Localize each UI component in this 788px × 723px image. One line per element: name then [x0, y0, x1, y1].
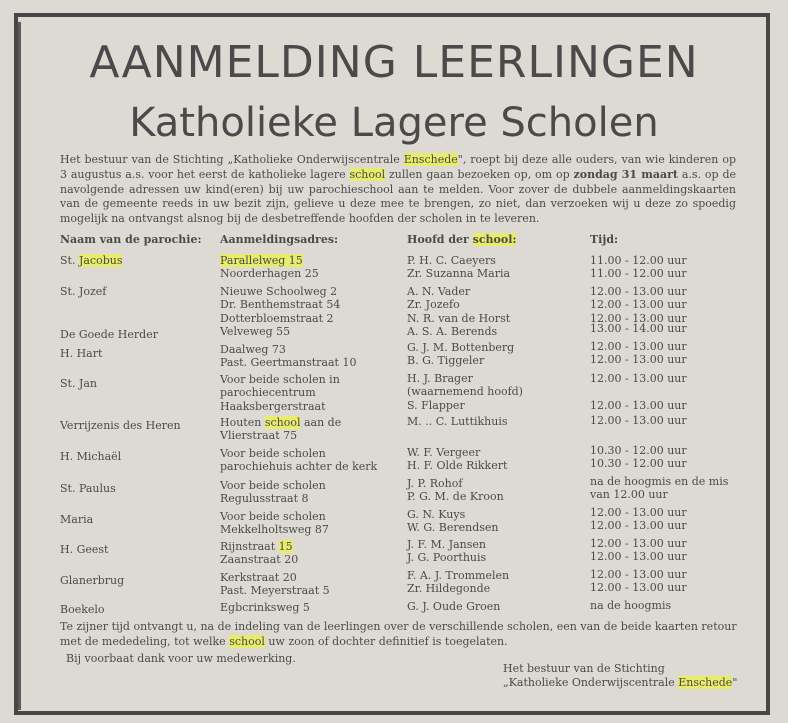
header-parish: Naam van de parochie:	[60, 233, 202, 246]
head-line: Zr. Hildegonde	[407, 582, 491, 596]
row-parish: H. Geest	[60, 543, 109, 556]
row-time: 13.00 - 14.00 uur	[590, 322, 687, 335]
row-parish: Boekelo	[60, 603, 105, 616]
row-time	[590, 254, 687, 281]
address-line: aan de	[300, 416, 342, 429]
address-line: Zaanstraat 20	[220, 553, 299, 567]
time-line: 11.00 - 12.00 uur	[590, 254, 687, 267]
signature-highlight-city: Enschede	[678, 676, 733, 689]
row-parish: Maria	[60, 513, 94, 526]
head-line: W. G. Berendsen	[407, 521, 499, 535]
row-time	[590, 285, 687, 325]
head-line: P. H. C. Caeyers	[407, 254, 496, 267]
row-parish: H. Hart	[60, 347, 103, 360]
row-time	[590, 444, 687, 471]
row-address	[220, 343, 356, 370]
row-time	[590, 340, 687, 367]
row-head	[407, 477, 504, 504]
row-head	[407, 254, 510, 281]
address-line: Kerkstraat 20	[220, 571, 297, 584]
header-head-text: Hoofd der	[407, 233, 473, 246]
address-highlight: 15	[278, 540, 293, 553]
row-address: Velveweg 55	[220, 325, 291, 338]
head-line: J. P. Rohof	[407, 477, 463, 490]
address-line-highlight: Parallelweg 15	[220, 254, 303, 267]
head-line: P. G. M. de Kroon	[407, 490, 504, 504]
time-line: 12.00 - 13.00 uur	[590, 537, 687, 550]
time-line: 12.00 - 13.00 uur	[590, 581, 687, 595]
address-line: Dr. Benthemstraat 54	[220, 298, 341, 312]
page-subtitle: Katholieke Lagere Scholen	[129, 100, 659, 146]
row-time	[590, 475, 728, 502]
row-head	[407, 372, 523, 412]
row-parish: St. Jan	[60, 377, 98, 390]
row-head	[407, 538, 486, 565]
row-parish: H. Michaël	[60, 450, 122, 463]
head-line: J. F. M. Jansen	[407, 538, 487, 551]
intro-highlight-school: school	[349, 167, 386, 181]
time-line: 12.00 - 13.00 uur	[590, 398, 687, 412]
intro-text-3: zullen gaan bezoeken op, om op	[385, 167, 574, 181]
address-line: Voor beide scholen	[220, 447, 326, 460]
time-line-empty	[590, 385, 594, 398]
closing-text-1: Te zijner tijd ontvangt u, na de indeling van de leerlingen over de verschillende scholen, een van de beide kaarten retour met de mededeling, tot welke	[60, 620, 737, 648]
time-line: 12.00 - 13.00 uur	[590, 568, 687, 581]
head-line: H. J. Brager	[407, 372, 473, 385]
address-line: Past. Geertmanstraat 10	[220, 356, 357, 370]
address-line: Voor beide scholen	[220, 479, 326, 492]
row-parish: Verrijzenis des Heren	[60, 419, 181, 432]
intro-date: zondag 31 maart	[573, 167, 679, 181]
head-line: B. G. Tiggeler	[407, 354, 485, 368]
address-line: parochiehuis achter de kerk	[220, 460, 378, 474]
address-line: Regulusstraat 8	[220, 492, 309, 506]
head-line: Zr. Jozefo	[407, 298, 460, 312]
address-line: Haaksbergerstraat	[220, 399, 326, 413]
row-head	[407, 285, 510, 325]
row-address: Egbcrinksweg 5	[220, 601, 310, 614]
row-time: 12.00 - 13.00 uur	[590, 414, 687, 427]
time-line: van 12.00 uur	[590, 488, 668, 502]
row-parish: De Goede Herder	[60, 328, 158, 341]
intro-text-1: Het bestuur van de Stichting „Katholieke Onderwijscentrale	[60, 153, 404, 166]
row-address	[220, 285, 340, 325]
closing-text-2: uw zoon of dochter definitief is toegelaten.	[264, 634, 508, 648]
head-line: A. N. Vader	[407, 285, 471, 298]
head-line: F. A. J. Trommelen	[407, 569, 510, 582]
row-parish	[60, 254, 122, 267]
row-head	[407, 569, 509, 596]
head-line: Zr. Suzanna Maria	[407, 267, 511, 281]
signature	[503, 662, 737, 690]
time-line: 12.00 - 13.00 uur	[590, 298, 687, 312]
address-line: Voor beide scholen in	[220, 373, 340, 386]
head-line: G. J. M. Bottenberg	[407, 341, 515, 354]
row-head	[407, 341, 514, 368]
intro-highlight-city: Enschede	[403, 153, 458, 166]
signature-line-2: „Katholieke Onderwijscentrale	[503, 676, 679, 689]
row-address	[220, 479, 326, 506]
intro-paragraph	[60, 153, 736, 227]
row-address	[220, 373, 340, 413]
row-parish: St. Paulus	[60, 482, 116, 495]
row-time	[590, 537, 687, 564]
header-head	[407, 233, 516, 246]
signature-line-2-end: "	[732, 676, 738, 689]
address-line: Houten	[220, 416, 265, 429]
row-head	[407, 508, 499, 535]
row-head: M. .. C. Luttikhuis	[407, 415, 508, 428]
time-line: 12.00 - 13.00 uur	[590, 353, 687, 367]
parish-prefix: St.	[60, 254, 79, 267]
head-line: N. R. van de Horst	[407, 311, 511, 325]
row-head: A. S. A. Berends	[407, 325, 498, 338]
time-line: 10.30 - 12.00 uur	[590, 457, 687, 471]
page-title: AANMELDING LEERLINGEN	[89, 37, 699, 88]
address-line: Rijnstraat	[220, 540, 279, 553]
head-line: H. F. Olde Rikkert	[407, 459, 508, 473]
header-time: Tijd:	[590, 233, 619, 246]
header-head-highlight: school:	[472, 233, 517, 246]
parish-highlight: Jacobus	[78, 254, 123, 267]
address-line: Nieuwe Schoolweg 2	[220, 285, 338, 298]
row-address	[220, 254, 319, 281]
address-line: Noorderhagen 25	[220, 267, 319, 281]
closing-highlight-school: school	[229, 634, 265, 648]
address-line: Dotterbloemstraat 2	[220, 311, 334, 325]
row-address	[220, 540, 298, 567]
time-line: 10.30 - 12.00 uur	[590, 444, 687, 457]
row-address	[220, 447, 377, 474]
address-line: parochiecentrum	[220, 386, 316, 400]
intro-text-4: a.s. op de navolgende adressen uw kind(eren) bij uw parochieschool aan te melden. Voor zover de dubbele aanmeldingskaarten van de gemeente reeds in uw bezit zijn, gelieve u deze mee te brengen, zo niet, dan verzoeken wij u deze zo spoedig mogelijk na ontvangst alsnog bij de desbetreffende hoofden der scholen in te leveren.	[60, 167, 736, 226]
address-line: Daalweg 73	[220, 343, 286, 356]
row-time: na de hoogmis	[590, 599, 672, 612]
intro-text-2: ", roept bij deze alle ouders, van wie kinderen op 3 augustus a.s. voor het eerst de katholieke lagere	[60, 153, 736, 181]
row-head	[407, 446, 507, 473]
signature-line-1: Het bestuur van de Stichting	[503, 662, 665, 675]
time-line: 12.00 - 13.00 uur	[590, 285, 687, 298]
row-address	[220, 416, 341, 443]
time-line: 12.00 - 13.00 uur	[590, 311, 687, 325]
head-line: G. N. Kuys	[407, 508, 466, 521]
address-line: Voor beide scholen	[220, 510, 326, 523]
row-address	[220, 571, 330, 598]
time-line: 11.00 - 12.00 uur	[590, 267, 687, 281]
time-line: 12.00 - 13.00 uur	[590, 550, 687, 564]
row-time	[590, 372, 687, 412]
address-line: Mekkelholtsweg 87	[220, 523, 329, 537]
address-line: Vlierstraat 75	[220, 429, 298, 443]
time-line: na de hoogmis en de mis	[590, 475, 729, 488]
head-line: S. Flapper	[407, 398, 465, 412]
time-line: 12.00 - 13.00 uur	[590, 506, 687, 519]
row-address	[220, 510, 329, 537]
head-line: (waarnemend hoofd)	[407, 385, 523, 399]
time-line: 12.00 - 13.00 uur	[590, 372, 687, 385]
row-time	[590, 506, 687, 533]
address-line: Past. Meyerstraat 5	[220, 584, 330, 598]
time-line: 12.00 - 13.00 uur	[590, 519, 687, 533]
head-line: W. F. Vergeer	[407, 446, 481, 459]
row-time	[590, 568, 687, 595]
row-head: G. J. Oude Groen	[407, 600, 501, 613]
time-line: 12.00 - 13.00 uur	[590, 340, 687, 353]
header-address: Aanmeldingsadres:	[220, 233, 339, 246]
thanks-line: Bij voorbaat dank voor uw medewerking.	[66, 652, 296, 665]
row-parish: Glanerbrug	[60, 574, 125, 587]
closing-paragraph	[60, 620, 746, 649]
address-highlight: school	[264, 416, 301, 429]
head-line: J. G. Poorthuis	[407, 551, 487, 565]
row-parish: St. Jozef	[60, 285, 107, 298]
